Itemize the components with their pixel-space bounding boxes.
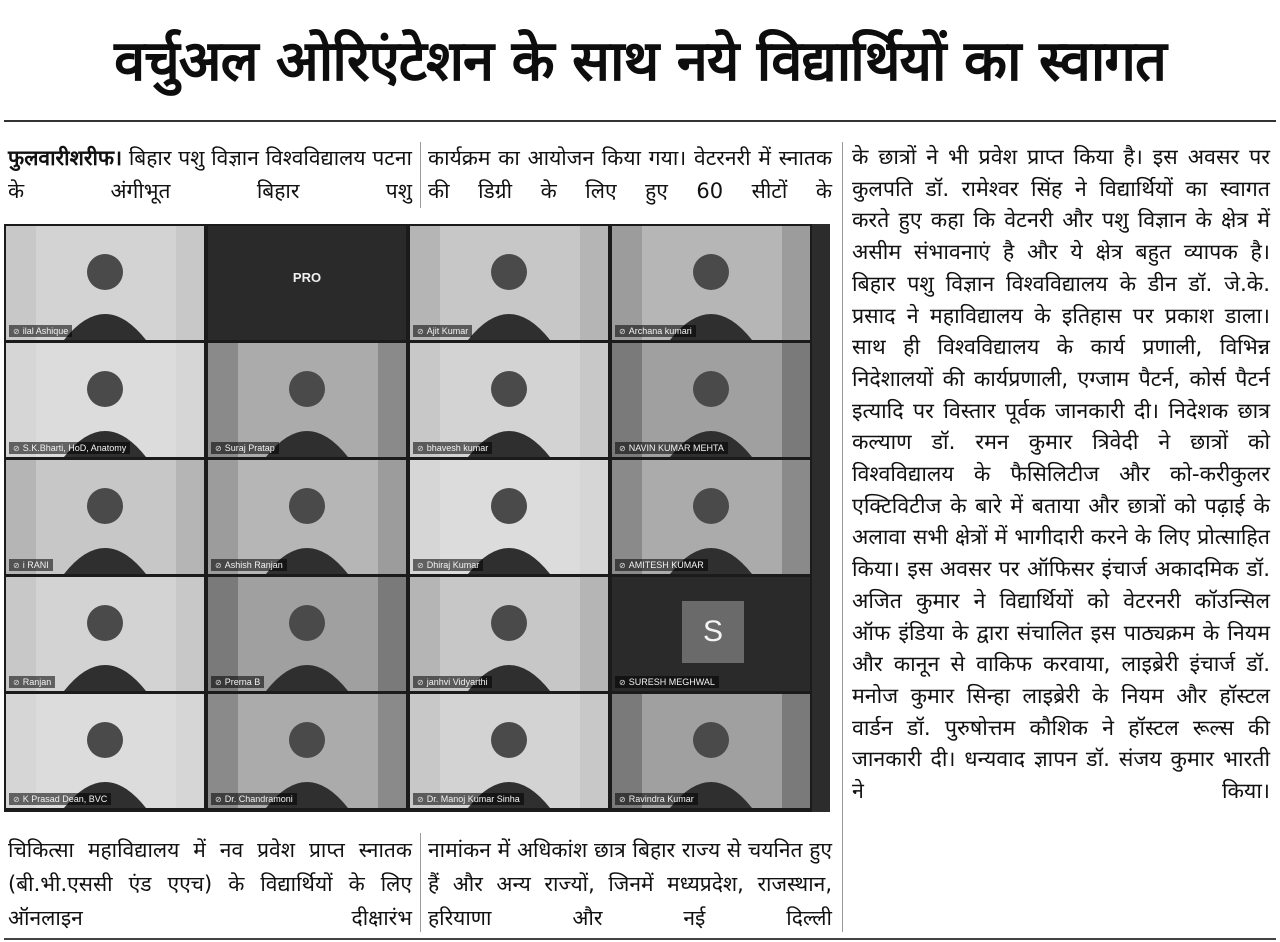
participant-name-text: Dhiraj Kumar — [426, 560, 480, 570]
participant-video — [208, 694, 406, 808]
mic-muted-icon: ⊘ — [13, 561, 20, 570]
participant-name — [211, 559, 287, 571]
mic-muted-icon: ⊘ — [13, 795, 20, 804]
participant-name-text: i RANI — [22, 560, 49, 570]
participant-video — [208, 460, 406, 574]
participant-name — [9, 442, 130, 454]
participant-tile — [6, 577, 204, 691]
participant-video — [6, 694, 204, 808]
participant-tile — [410, 694, 608, 808]
participant-name-text: Dr. Chandramoni — [224, 794, 293, 804]
participant-name-text: janhvi Vidyarthi — [426, 677, 488, 687]
article-column-1-top — [8, 142, 412, 208]
participant-tile — [208, 343, 406, 457]
participant-tile — [612, 694, 810, 808]
participant-tile — [6, 343, 204, 457]
participant-tile — [6, 226, 204, 340]
participant-tile — [208, 460, 406, 574]
participant-video — [208, 577, 406, 691]
mic-muted-icon: ⊘ — [619, 795, 626, 804]
article-text-1: बिहार पशु विज्ञान विश्वविद्यालय पटना के अंगीभूत बिहार पशु — [8, 146, 412, 203]
participant-video — [410, 577, 608, 691]
participant-video — [612, 694, 810, 808]
participant-name — [211, 442, 279, 454]
participant-video — [410, 226, 608, 340]
mic-muted-icon: ⊘ — [417, 444, 424, 453]
column-separator — [420, 833, 421, 932]
participant-name — [413, 676, 492, 688]
participant-tile — [612, 226, 810, 340]
participant-tile — [208, 226, 406, 340]
participant-name-text: S.K.Bharti, HoD, Anatomy — [22, 443, 127, 453]
participant-tile — [208, 577, 406, 691]
participant-video — [410, 460, 608, 574]
article-text-3: के छात्रों ने भी प्रवेश प्राप्त किया है। इस अवसर पर कुलपति डॉ. रामेश्वर सिंह ने विद्यार्थियों का स्वागत करते हुए कहा कि वेटनरी और पशु विज्ञान के क्षेत्र में असीम संभावनाएं है और ये क्षेत्र बहुत व्यापक है। बिहार पशु विज्ञान विश्वविद्यालय के डीन डॉ. जे.के. प्रसाद ने महाविद्यालय के इतिहास पर प्रकाश डाला। साथ ही विश्वविद्यालय के कार्य प्रणाली, विभिन्न निदेशालयों की कार्यप्रणाली, एग्जाम पैटर्न, कोर्स पैटर्न इत्यादि पर विस्तार पूर्वक जानकारी दी। निदेशक छात्र कल्याण डॉ. रमन कुमार त्रिवेदी ने छात्रों को विश्वविद्यालय के फैसिलिटीज और को-करीकुलर एक्टिविटीज के बारे में बताया और छात्रों को पढ़ाई के अलावा सभी क्षेत्रों में भागीदारी करने के लिए प्रोत्साहित किया। इस अवसर पर ऑफिसर इंचार्ज अकादमिक डॉ. अजित कुमार ने विद्यार्थियों को वेटरनरी कॉउन्सिल ऑफ इंडिया के द्वारा संचालित इस पाठ्यक्रम के नियम और कानून से वाकिफ करवाया, लाइब्रेरी इंचार्ज डॉ. मनोज कुमार सिन्हा लाइब्रेरी के नियम और हॉस्टल वार्डन डॉ. पुरुषोत्तम कौशिक ने हॉस्टल रूल्स की जानकारी दी। धन्यवाद ज्ञापन डॉ. संजय कुमार भारती ने किया। — [852, 145, 1270, 805]
participant-name-text: Ranjan — [22, 677, 52, 687]
column-separator — [420, 142, 421, 208]
participant-tile — [612, 577, 810, 691]
participant-name — [9, 793, 111, 805]
participant-name-text: Archana kumari — [628, 326, 692, 336]
participant-name — [9, 676, 55, 688]
participant-name-text: Ajit Kumar — [426, 326, 469, 336]
participant-name — [9, 325, 72, 337]
article-column-3 — [852, 142, 1270, 808]
participant-video — [410, 694, 608, 808]
dateline: फुलवारीशरीफ। — [8, 146, 123, 170]
participant-video — [612, 460, 810, 574]
mic-muted-icon: ⊘ — [417, 327, 424, 336]
participant-name — [615, 793, 698, 805]
participant-name — [615, 442, 728, 454]
participant-name-text: K Prasad Dean, BVC — [22, 794, 108, 804]
participant-name-text: NAVIN KUMAR MEHTA — [628, 443, 724, 453]
article-text-5: नामांकन में अधिकांश छात्र बिहार राज्य से चयनित हुए हैं और अन्य राज्यों, जिनमें मध्यप्रदेश, राजस्थान, हरियाणा और नई दिल्ली — [428, 838, 832, 930]
participant-tile — [612, 460, 810, 574]
participant-video — [6, 460, 204, 574]
participant-name-text: bhavesh kumar — [426, 443, 489, 453]
participant-tile — [208, 694, 406, 808]
mic-muted-icon: ⊘ — [619, 444, 626, 453]
mic-muted-icon: ⊘ — [13, 678, 20, 687]
mic-muted-icon: ⊘ — [619, 561, 626, 570]
column-separator — [842, 142, 843, 932]
mic-muted-icon: ⊘ — [417, 561, 424, 570]
participant-name — [615, 325, 696, 337]
participant-tile — [410, 460, 608, 574]
participant-label-pro: PRO — [292, 270, 322, 285]
participant-tile — [410, 226, 608, 340]
participant-avatar: S — [682, 601, 744, 663]
participant-name-text: Dr. Manoj Kumar Sinha — [426, 794, 520, 804]
participant-video — [612, 226, 810, 340]
article-column-2-bottom — [428, 833, 832, 935]
mic-muted-icon: ⊘ — [619, 678, 626, 687]
article-column-2-top — [428, 142, 832, 208]
participant-name — [413, 793, 524, 805]
participant-name — [211, 793, 297, 805]
mic-muted-icon: ⊘ — [215, 678, 222, 687]
participant-video — [6, 343, 204, 457]
participant-video — [6, 577, 204, 691]
bottom-rule — [4, 938, 1276, 940]
participant-name-text: AMITESH KUMAR — [628, 560, 704, 570]
mic-muted-icon: ⊘ — [417, 795, 424, 804]
mic-muted-icon: ⊘ — [215, 561, 222, 570]
mic-muted-icon: ⊘ — [619, 327, 626, 336]
article-column-1-bottom — [8, 833, 412, 935]
participant-tile — [6, 694, 204, 808]
mic-muted-icon: ⊘ — [215, 795, 222, 804]
article-text-2: कार्यक्रम का आयोजन किया गया। वेटरनरी में स्नातक की डिग्री के लिए हुए 60 सीटों के — [428, 146, 832, 203]
mic-muted-icon: ⊘ — [215, 444, 222, 453]
mic-muted-icon: ⊘ — [13, 444, 20, 453]
participant-video — [208, 343, 406, 457]
mic-muted-icon: ⊘ — [13, 327, 20, 336]
participant-name — [413, 442, 492, 454]
mic-muted-icon: ⊘ — [417, 678, 424, 687]
participant-name-text: Prerna B — [224, 677, 261, 687]
participant-video — [612, 343, 810, 457]
participant-video — [410, 343, 608, 457]
participant-name — [9, 559, 53, 571]
participant-photo — [6, 226, 204, 340]
headline: वर्चुअल ओरिएंटेशन के साथ नये विद्यार्थियों का स्वागत — [114, 29, 1166, 94]
participant-name — [615, 559, 708, 571]
participant-name — [615, 676, 719, 688]
participant-tile — [612, 343, 810, 457]
participant-name — [413, 325, 472, 337]
participant-tile — [410, 577, 608, 691]
participant-name-text: Ashish Ranjan — [224, 560, 283, 570]
participant-tile — [6, 460, 204, 574]
participant-name-text: ilal Ashique — [22, 326, 69, 336]
participant-name-text: Ravindra Kumar — [628, 794, 694, 804]
article-text-4: चिकित्सा महाविद्यालय में नव प्रवेश प्राप्त स्नातक (बी.भी.एससी एंड एएच) के विद्यार्थियों के लिए ऑनलाइन दीक्षारंभ — [8, 838, 412, 930]
participant-name-text: Suraj Pratap — [224, 443, 275, 453]
participant-tile — [410, 343, 608, 457]
participant-name — [211, 676, 264, 688]
participant-name — [413, 559, 483, 571]
participant-name-text: SURESH MEGHWAL — [628, 677, 715, 687]
grid-edge-strip — [812, 224, 830, 812]
headline-rule — [4, 120, 1276, 122]
video-call-screenshot — [4, 224, 830, 812]
